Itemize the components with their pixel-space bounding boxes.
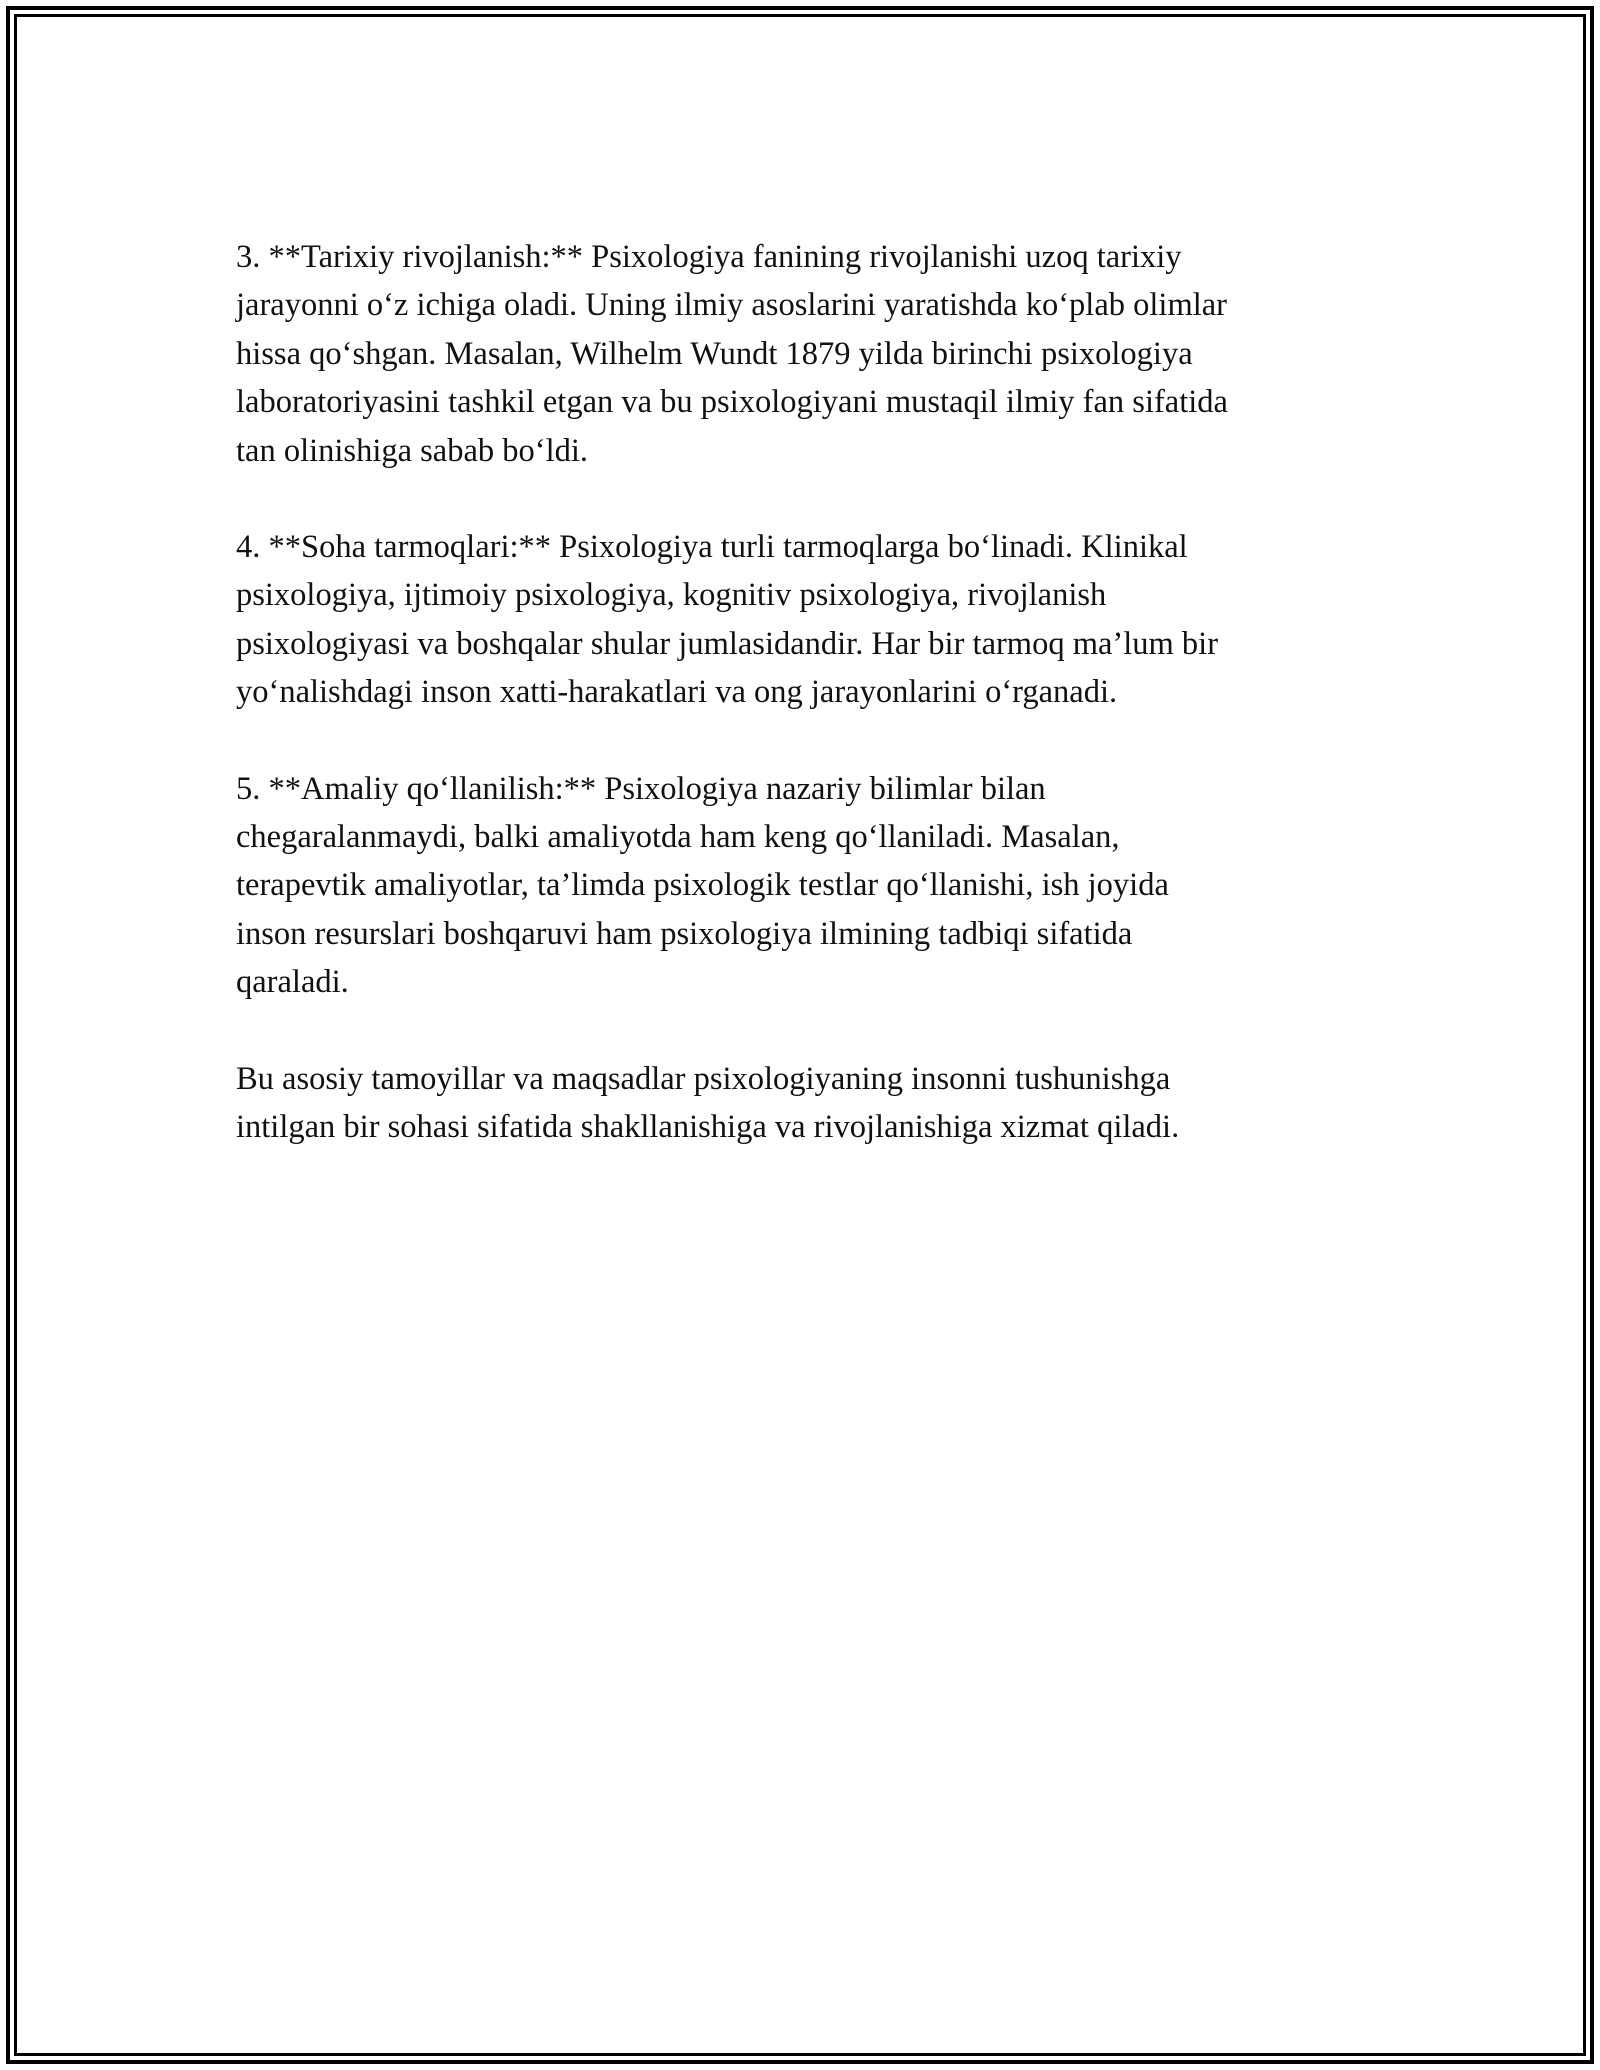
text-line: intilgan bir sohasi sifatida shakllanishiga va rivojlanishiga xizmat qiladi. bbox=[236, 1109, 1180, 1146]
text-line: hissa qo‘shgan. Masalan, Wilhelm Wundt 1879 yilda birinchi psixologiya bbox=[236, 335, 1193, 372]
text-line: yo‘nalishdagi inson xatti-harakatlari va ong jarayonlarini o‘rganadi. bbox=[236, 674, 1118, 711]
text-line: chegaralanmaydi, balki amaliyotda ham keng qo‘llaniladi. Masalan, bbox=[236, 819, 1120, 856]
text-line: jarayonni o‘z ichiga oladi. Uning ilmiy asoslarini yaratishda ko‘plab olimlar bbox=[236, 287, 1227, 324]
text-line: psixologiya, ijtimoiy psixologiya, kognitiv psixologiya, rivojlanish bbox=[236, 577, 1107, 614]
text-line: tan olinishiga sabab bo‘ldi. bbox=[236, 432, 589, 469]
text-line: 5. **Amaliy qo‘llanilish:** Psixologiya nazariy bilimlar bilan bbox=[236, 770, 1046, 807]
paragraph-branches bbox=[236, 523, 1376, 717]
text-line: 4. **Soha tarmoqlari:** Psixologiya turli tarmoqlarga bo‘linadi. Klinikal bbox=[236, 529, 1188, 566]
text-line: qaraladi. bbox=[236, 964, 349, 1001]
paragraph-practical-application bbox=[236, 765, 1376, 1007]
paragraph-historical-development bbox=[236, 233, 1376, 475]
text-line: laboratoriyasini tashkil etgan va bu psixologiyani mustaqil ilmiy fan sifatida bbox=[236, 384, 1228, 421]
document-body bbox=[236, 233, 1376, 1200]
text-line: inson resurslari boshqaruvi ham psixologiya ilmining tadbiqi sifatida bbox=[236, 915, 1133, 952]
text-line: Bu asosiy tamoyillar va maqsadlar psixologiyaning insonni tushunishga bbox=[236, 1060, 1171, 1097]
text-line: 3. **Tarixiy rivojlanish:** Psixologiya fanining rivojlanishi uzoq tarixiy bbox=[236, 239, 1182, 275]
text-line: terapevtik amaliyotlar, ta’limda psixologik testlar qo‘llanishi, ish joyida bbox=[236, 867, 1169, 904]
text-line: psixologiyasi va boshqalar shular jumlasidandir. Har bir tarmoq ma’lum bir bbox=[236, 625, 1219, 662]
paragraph-conclusion bbox=[236, 1055, 1376, 1152]
